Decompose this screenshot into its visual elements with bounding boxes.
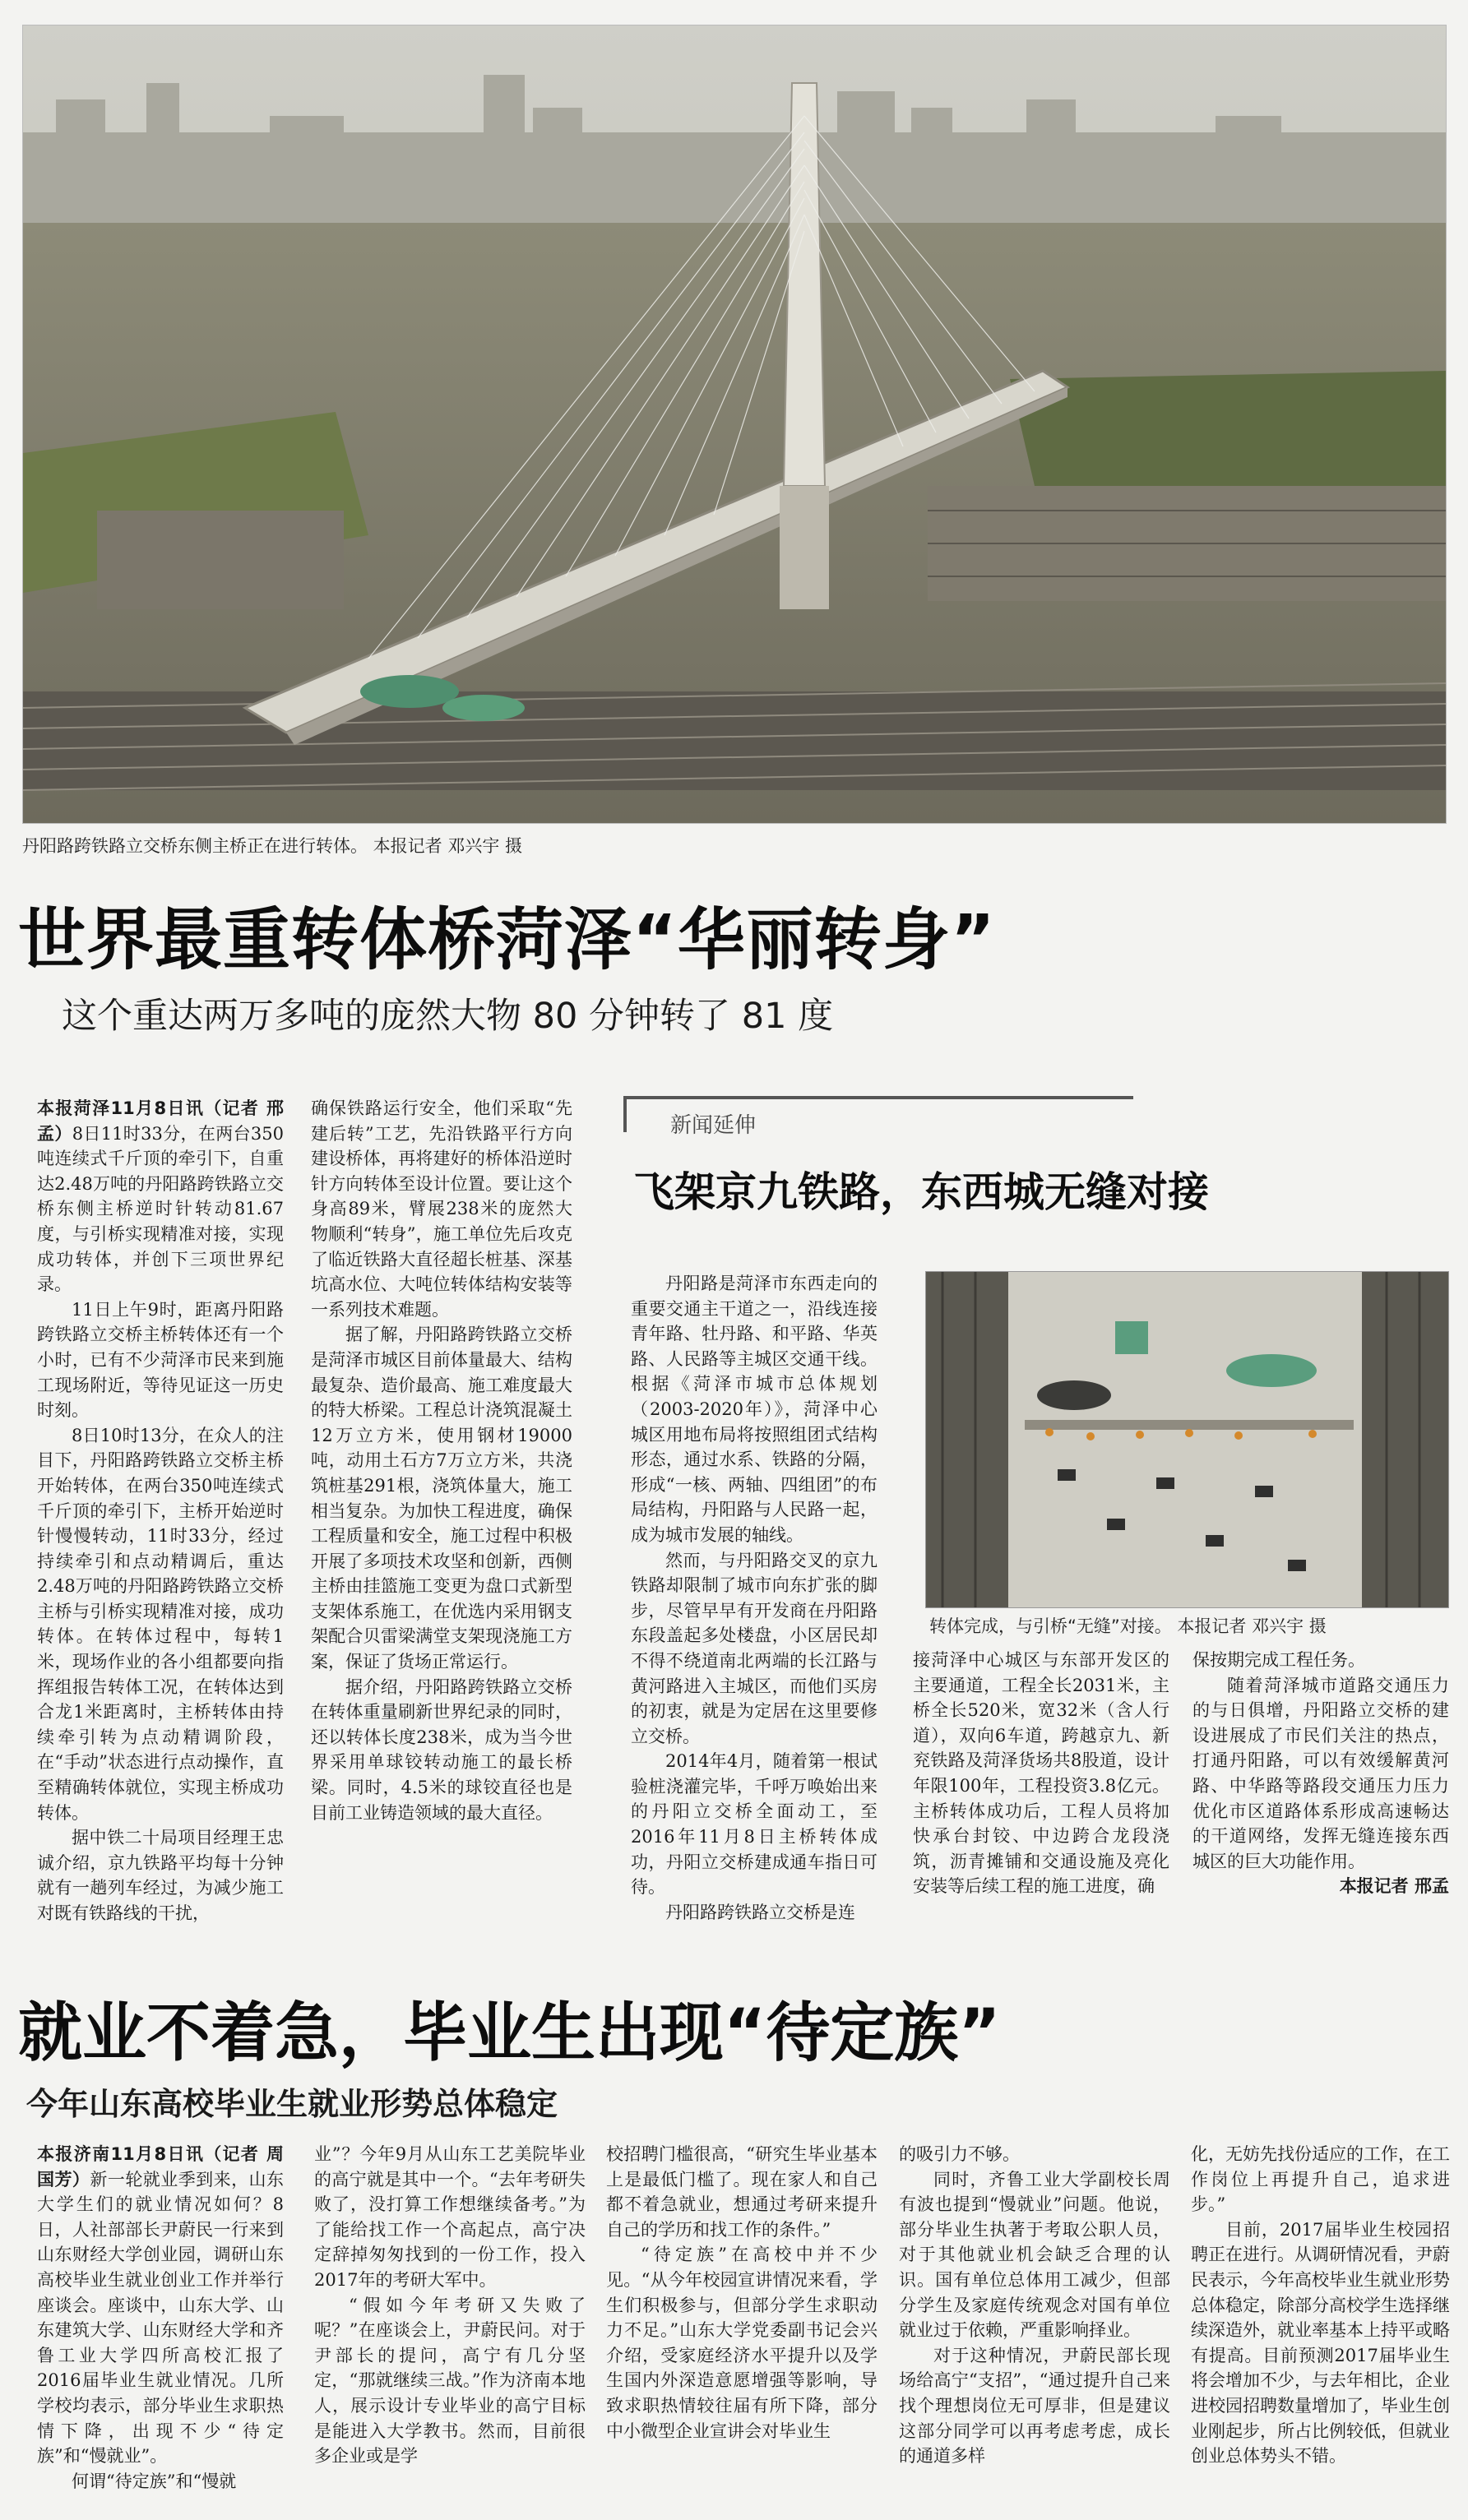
- paragraph: 随着菏泽城市道路交通压力的与日俱增，丹阳路立交桥的建设进展成了市民们关注的热点，打通丹阳路，可以有效缓解黄河路、中华路等路段交通压力压力优化市区道路体系形成高速畅达的干道网络，发挥无缝连接东西城区的巨大功能作用。: [1192, 1675, 1449, 1871]
- paragraph: 11日上午9时，距离丹阳路跨铁路立交桥主桥转体还有一个小时，已有不少菏泽市民来到施工现场附近，等待见证这一历史时刻。: [37, 1299, 284, 1421]
- sidebar-top-rule: [623, 1096, 1133, 1099]
- paragraph: 据中铁二十局项目经理王忠诚介绍，京九铁路平均每十分钟就有一趟列车经过，为减少施工对既有铁路线的干扰，: [37, 1828, 284, 1922]
- story1-column-2: [311, 1096, 572, 1922]
- paragraph: 丹阳路跨铁路立交桥是连: [665, 1902, 855, 1921]
- story1-headline: 世界最重转体桥菏泽“华丽转身”: [18, 901, 996, 979]
- paragraph: 据介绍，丹阳路跨铁路立交桥在转体重量刷新世界纪录的同时，还以转体长度238米，成为当今世界采用单球铰转动施工的最长桥梁。同时，4.5米的球铰直径也是目前工业铸造领域的最大直径。: [311, 1676, 572, 1823]
- paragraph: 的吸引力不够。: [899, 2144, 1020, 2164]
- sidebar-corner-rule: [623, 1099, 627, 1132]
- sidebar-column-2: [913, 1648, 1169, 1922]
- bridge-joint-illustration: [926, 1272, 1448, 1607]
- story2-column-5: [1191, 2142, 1450, 2512]
- inset-photo-bridge-joint: [925, 1271, 1449, 1608]
- paragraph: 8日10时13分，在众人的注目下，丹阳路跨铁路立交桥主桥开始转体，在两台350吨连续式千斤顶的牵引下，主桥开始逆时针慢慢转动，11时33分，经过持续牵引和点动精调后，重达2.48万吨的丹阳路跨铁路立交桥主桥与引桥实现精准对接，成功转体。在转体过程中，每转1米，现场作业的各小组都要向指挥组报告转体工况，在转体达到合龙1米距离时，主桥转体由持续牵引转为点动精调阶段，在“手动”状态进行点动操作，直至精确转体就位，实现主桥成功转体。: [37, 1425, 284, 1823]
- paragraph: 保按期完成工程任务。: [1192, 1650, 1365, 1670]
- paragraph: 然而，与丹阳路交叉的京九铁路却限制了城市向东扩张的脚步，尽管早早有开发商在丹阳路东段盖起多处楼盘，小区居民却不得不绕道南北两端的长江路与黄河路进入主城区，而他们买房的初衷，就是为定居在这里要修立交桥。: [631, 1550, 878, 1746]
- sidebar-column-1: [631, 1271, 878, 1921]
- paragraph: 接菏泽中心城区与东部开发区的主要通道，工程全长2031米，主桥全长520米，宽32米（含人行道），双向6车道，跨越京九、新兖铁路及菏泽货场共8股道，设计年限100年，工程投资3.8亿元。主桥转体成功后，工程人员将加快承台封铰、中边跨合龙段浇筑，沥青摊铺和交通设施及亮化安装等后续工程的施工进度，确: [913, 1650, 1169, 1897]
- story2-dateline: 本报济南11月8日讯（记者 周国芳）: [37, 2144, 284, 2189]
- paragraph: 丹阳路是菏泽市东西走向的重要交通主干道之一，沿线连接青年路、牡丹路、和平路、华英路、人民路等主城区交通干线。根据《菏泽市城市总体规划（2003-2020年）》，菏泽中心城区用地布局将按照组团式结构形态，通过水系、铁路的分隔，形成“一核、两轴、四组团”的布局结构，丹阳路与人民路一起，成为城市发展的轴线。: [631, 1274, 878, 1545]
- sidebar-headline: 飞架京九铁路，东西城无缝对接: [633, 1168, 1209, 1216]
- paragraph: 目前，2017届毕业生校园招聘正在进行。从调研情况看，尹蔚民表示，今年高校毕业生就业形势总体稳定，除部分高校学生选择继续深造外，就业率基本上持平或略有提高。目前预测2017届毕业生将会增加不少，与去年相比，企业进校园招聘数量增加了，毕业生创业刚起步，所占比例较低，但就业创业总体势头不错。: [1191, 2219, 1450, 2467]
- paragraph: 确保铁路运行安全，他们采取“先建后转”工艺，先沿铁路平行方向建设桥体，再将建好的桥体沿逆时针方向转体至设计位置。要让这个身高89米，臂展238米的庞然大物顺利“转身”，施工单位先后攻克了临近铁路大直径超长桩基、深基坑高水位、大吨位转体结构安装等一系列技术难题。: [311, 1098, 572, 1320]
- inset-photo-caption: 转体完成，与引桥“无缝”对接。 本报记者 邓兴宇 摄: [929, 1616, 1327, 1636]
- main-photo-caption: 丹阳路跨铁路立交桥东侧主桥正在进行转体。 本报记者 邓兴宇 摄: [22, 836, 523, 856]
- sidebar-tag: 新闻延伸: [670, 1113, 757, 1138]
- paragraph: 同时，齐鲁工业大学副校长周有波也提到“慢就业”问题。他说，部分毕业生执著于考取公职人员，对于其他就业机会缺乏合理的认识。国有单位总体用工减少，但部分学生及家庭传统观念对国有单位就业过于依赖，严重影响择业。: [899, 2169, 1170, 2341]
- bridge-aerial-illustration: [23, 25, 1446, 823]
- story2-column-3: [606, 2142, 878, 2512]
- paragraph: 2014年4月，随着第一根试验桩浇灌完毕，千呼万唤始出来的丹阳立交桥全面动工，至2016年11月8日主桥转体成功，丹阳立交桥建成通车指日可待。: [631, 1751, 878, 1898]
- paragraph: 何谓“待定族”和“慢就: [72, 2471, 237, 2491]
- main-photo-bridge-aerial: [22, 25, 1447, 824]
- paragraph: “待定族”在高校中并不少见。“从今年校园宣讲情况来看，学生们积极参与，但部分学生求职动力不足。”山东大学党委副书记会兴介绍，受家庭经济水平提升以及学生国内外深造意愿增强等影响，导致求职热情较往届有所下降，部分中小微型企业宣讲会对毕业生: [606, 2245, 878, 2441]
- story2-subheadline: 今年山东高校毕业生就业形势总体稳定: [26, 2086, 558, 2122]
- sidebar-signature: 本报记者 邢孟: [1339, 1876, 1449, 1897]
- paragraph: 化，无妨先找份适应的工作，在工作岗位上再提升自己，追求进步。”: [1191, 2144, 1450, 2215]
- paragraph: 新一轮就业季到来，山东大学生们的就业情况如何？8日，人社部部长尹蔚民一行来到山东财经大学创业园，调研山东高校毕业生就业创业工作并举行座谈会。座谈中，山东大学、山东建筑大学、山东财经大学和齐鲁工业大学四所高校汇报了2016届毕业生就业情况。几所学校均表示，部分毕业生求职热情下降，出现不少“待定族”和“慢就业”。: [37, 2169, 284, 2467]
- story2-headline: 就业不着急，毕业生出现“待定族”: [18, 1996, 1001, 2070]
- paragraph: 据了解，丹阳路跨铁路立交桥是菏泽市城区目前体量最大、结构最复杂、造价最高、施工难度最大的特大桥梁。工程总计浇筑混凝土12万立方米，使用钢材19000吨，动用土石方7万立方米，共浇筑桩基291根，浇筑体量大，施工相当复杂。为加快工程进度，确保工程质量和安全，施工过程中积极开展了多项技术攻坚和创新，西侧主桥由挂篮施工变更为盘口式新型支架体系施工，在优选内采用钢支架配合贝雷梁满堂支架现浇施工方案，保证了货场正常运行。: [311, 1325, 572, 1672]
- story1-column-1: [37, 1096, 284, 1922]
- paragraph: 8日11时33分，在两台350吨连续式千斤顶的牵引下，自重达2.48万吨的丹阳路跨铁路立交桥东侧主桥逆时针转动81.67度，与引桥实现精准对接，实现成功转体，并创下三项世界纪录。: [37, 1123, 284, 1295]
- sidebar-column-3: [1192, 1648, 1449, 1922]
- paragraph: “假如今年考研又失败了呢？”在座谈会上，尹蔚民问。对于尹部长的提问，高宁有几分坚定，“那就继续三战。”作为济南本地人，展示设计专业毕业的高宁目标是能进入大学教书。然而，目前很多企业或是学: [314, 2295, 586, 2467]
- paragraph: 业”？今年9月从山东工艺美院毕业的高宁就是其中一个。“去年考研失败了，没打算工作想继续备考。”为了能给找工作一个高起点，高宁决定辞掉匆匆找到的一份工作，投入2017年的考研大军中。: [314, 2144, 586, 2290]
- paragraph: 校招聘门槛很高，“研究生毕业基本上是最低门槛了。现在家人和自己都不着急就业，想通过考研来提升自己的学历和找工作的条件。”: [606, 2144, 878, 2240]
- story1-dateline: 本报菏泽11月8日讯（记者 邢孟）: [37, 1098, 284, 1144]
- story2-column-2: [314, 2142, 586, 2512]
- story1-subheadline: 这个重达两万多吨的庞然大物 80 分钟转了 81 度: [62, 996, 834, 1037]
- story2-column-1: [37, 2142, 284, 2512]
- story2-column-4: [899, 2142, 1170, 2512]
- paragraph: 对于这种情况，尹蔚民部长现场给高宁“支招”，“通过提升自己来找个理想岗位无可厚非，但是建议这部分同学可以再考虑考虑，成长的通道多样: [899, 2345, 1170, 2467]
